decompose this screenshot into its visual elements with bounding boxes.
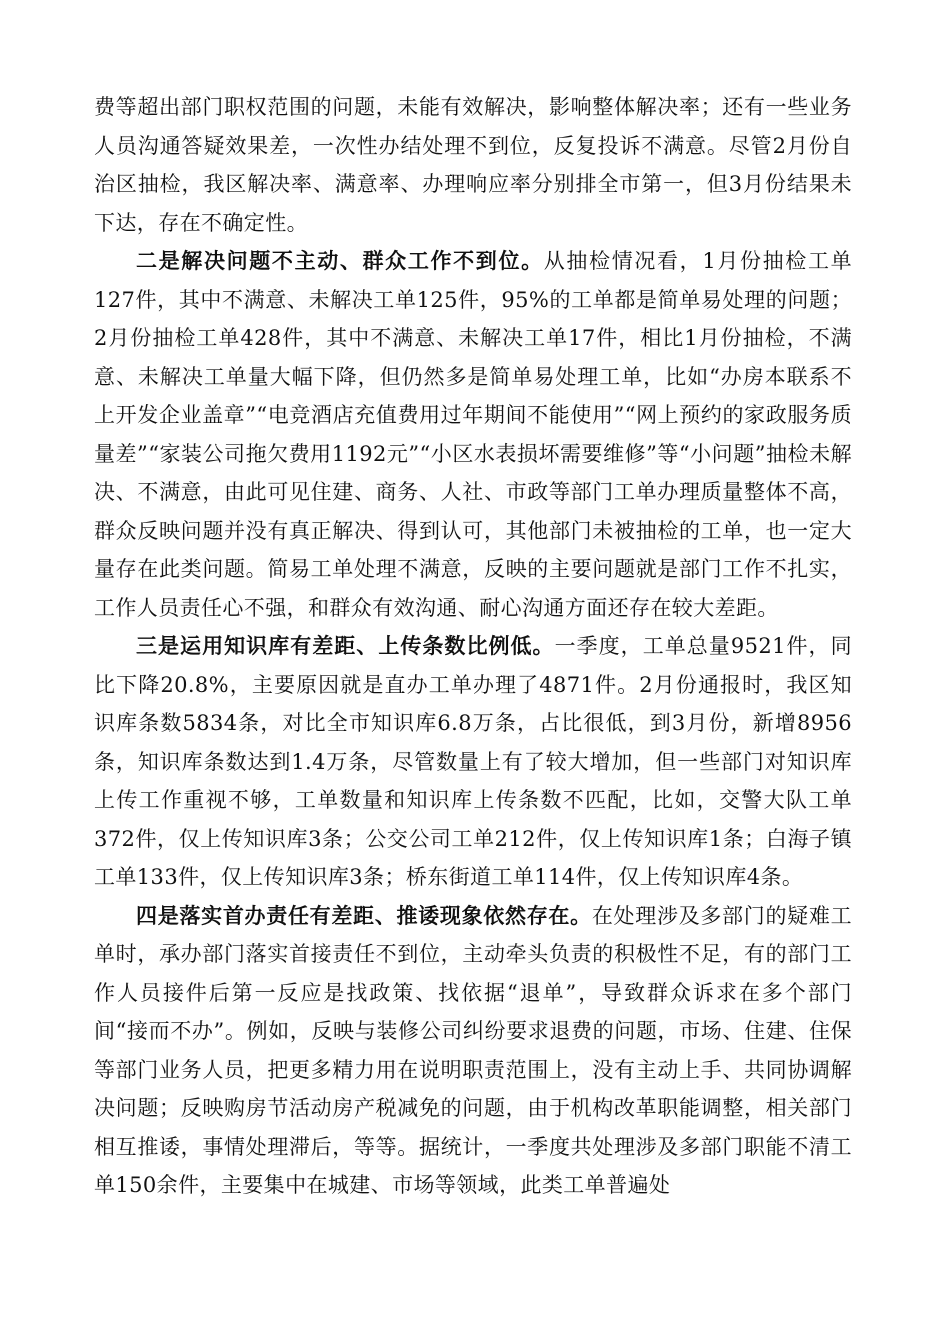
paragraph-issue-two xyxy=(94,242,852,627)
paragraph-issue-four xyxy=(94,897,852,1205)
paragraph-heading: 二是解决问题不主动、群众工作不到位。 xyxy=(136,248,544,273)
paragraph-body: 从抽检情况看，1月份抽检工单127件，其中不满意、未解决工单125件，95%的工单都是简单易处理的问题；2月份抽检工单428件，其中不满意、未解决工单17件，相比1月份抽检，不满意、未解决工单量大幅下降，但仍然多是简单易处理工单，比如“办房本联系不上开发企业盖章”“电竞酒店充值费用过年期间不能使用”“网上预约的家政服务质量差”“家装公司拖欠费用1192元”“小区水表损坏需要维修”等“小问题”抽检未解决、不满意，由此可见住建、商务、人社、市政等部门工单办理质量整体不高，群众反映问题并没有真正解决、得到认可，其他部门未被抽检的工单，也一定大量存在此类问题。简易工单处理不满意，反映的主要问题就是部门工作不扎实，工作人员责任心不强，和群众有效沟通、耐心沟通方面还存在较大差距。 xyxy=(94,249,852,620)
paragraph-continuation xyxy=(94,88,852,242)
paragraph-body: 在处理涉及多部门的疑难工单时，承办部门落实首接责任不到位，主动牵头负责的积极性不足，有的部门工作人员接件后第一反应是找政策、找依据“退单”，导致群众诉求在多个部门间“接而不办”。例如，反映与装修公司纠纷要求退费的问题，市场、住建、住保等部门业务人员，把更多精力用在说明职责范围上，没有主动上手、共同协调解决问题；反映购房节活动房产税减免的问题，由于机构改革职能调整，相关部门相互推诿，事情处理滞后，等等。据统计，一季度共处理涉及多部门职能不清工单150余件，主要集中在城建、市场等领域，此类工单普遍处 xyxy=(94,903,852,1197)
paragraph-issue-three xyxy=(94,627,852,897)
document-page xyxy=(94,88,852,1205)
paragraph-heading: 三是运用知识库有差距、上传条数比例低。 xyxy=(136,633,555,658)
paragraph-heading: 四是落实首办责任有差距、推诿现象依然存在。 xyxy=(136,902,592,928)
paragraph-body: 一季度，工单总量9521件，同比下降20.8%，主要原因就是直办工单办理了4871件。2月份通报时，我区知识库条数5834条，对比全市知识库6.8万条，占比很低，到3月份，新增8956条，知识库条数达到1.4万条，尽管数量上有了较大增加，但一些部门对知识库上传工作重视不够，工单数量和知识库上传条数不匹配，比如，交警大队工单372件，仅上传知识库3条；公交公司工单212件，仅上传知识库1条；白海子镇工单133件，仅上传知识库3条；桥东街道工单114件，仅上传知识库4条。 xyxy=(94,634,852,889)
paragraph-body: 费等超出部门职权范围的问题，未能有效解决，影响整体解决率；还有一些业务人员沟通答疑效果差，一次性办结处理不到位，反复投诉不满意。尽管2月份自治区抽检，我区解决率、满意率、办理响应率分别排全市第一，但3月份结果未下达，存在不确定性。 xyxy=(94,95,852,235)
